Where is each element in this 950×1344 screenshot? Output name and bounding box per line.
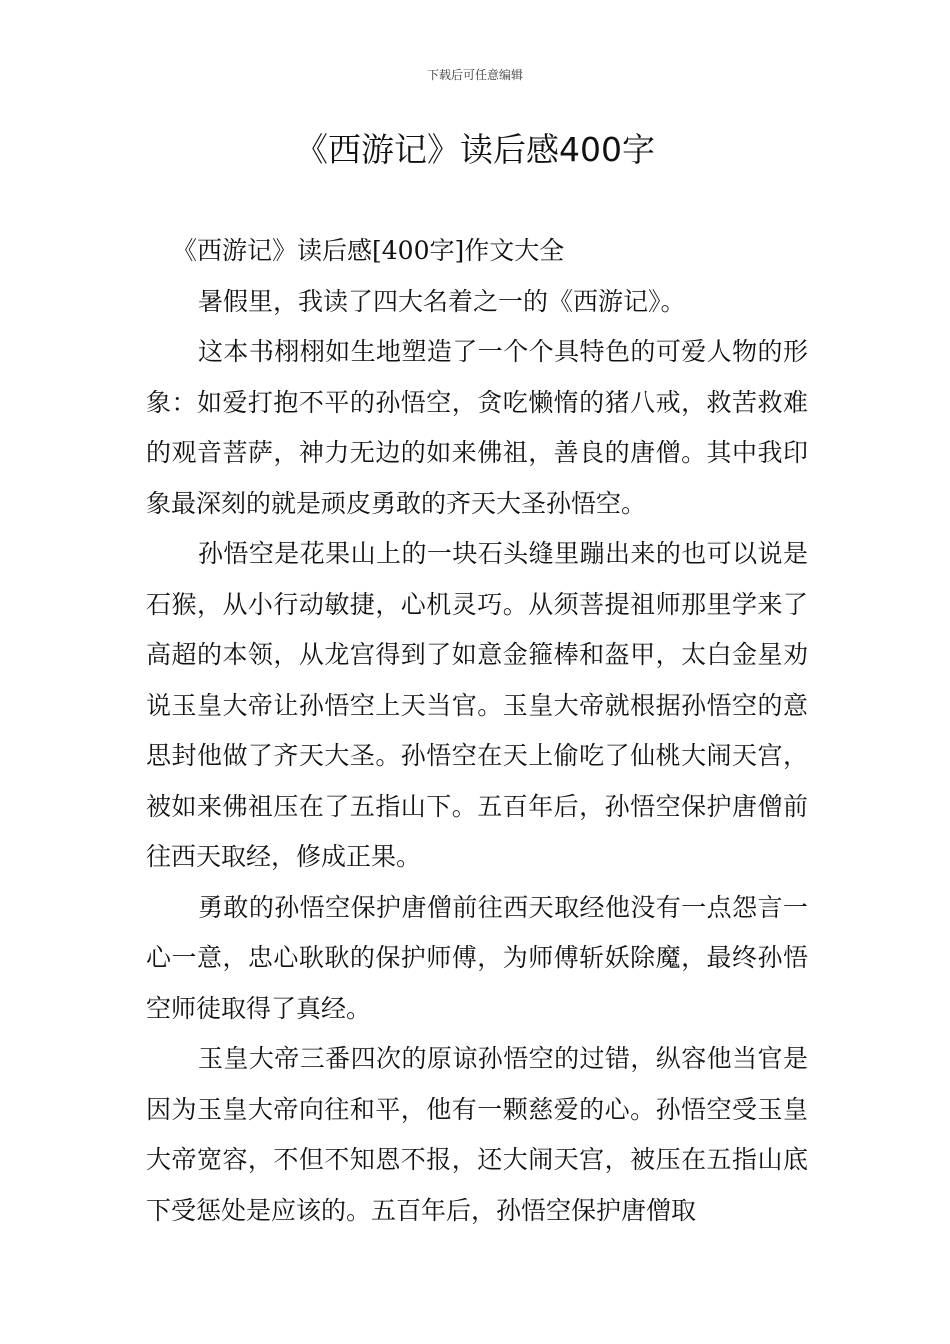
document-title: 《西游记》读后感400字 <box>295 130 655 169</box>
paragraph: 暑假里，我读了四大名着之一的《西游记》。 <box>198 286 686 316</box>
paragraph: 勇敢的孙悟空保护唐僧前往西天取经他没有一点怨言一心一意，忠心耿耿的保护师傅，为师傅斩妖除魔，最终孙悟空师徒取得了真经。 <box>146 892 808 1023</box>
document-body <box>146 226 808 1236</box>
header-note: 下载后可任意编辑 <box>426 68 523 82</box>
document-subtitle: 《西游记》读后感[400字]作文大全 <box>172 236 565 265</box>
paragraph: 这本书栩栩如生地塑造了一个个具特色的可爱人物的形象：如爱打抱不平的孙悟空，贪吃懒惰的猪八戒，救苦救难的观音菩萨，神力无边的如来佛祖，善良的唐僧。其中我印象最深刻的就是顽皮勇敢的齐天大圣孙悟空。 <box>146 337 808 518</box>
paragraph: 孙悟空是花果山上的一块石头缝里蹦出来的也可以说是石猴，从小行动敏捷，心机灵巧。从须菩提祖师那里学来了高超的本领，从龙宫得到了如意金箍棒和盔甲，太白金星劝说玉皇大帝让孙悟空上天当官。玉皇大帝就根据孙悟空的意思封他做了齐天大圣。孙悟空在天上偷吃了仙桃大闹天宫，被如来佛祖压在了五指山下。五百年后，孙悟空保护唐僧前往西天取经，修成正果。 <box>146 539 808 871</box>
paragraph: 玉皇大帝三番四次的原谅孙悟空的过错，纵容他当官是因为玉皇大帝向往和平，他有一颗慈爱的心。孙悟空受玉皇大帝宽容，不但不知恩不报，还大闹天宫，被压在五指山底下受惩处是应该的。五百年后，孙悟空保护唐僧取 <box>146 1044 808 1225</box>
